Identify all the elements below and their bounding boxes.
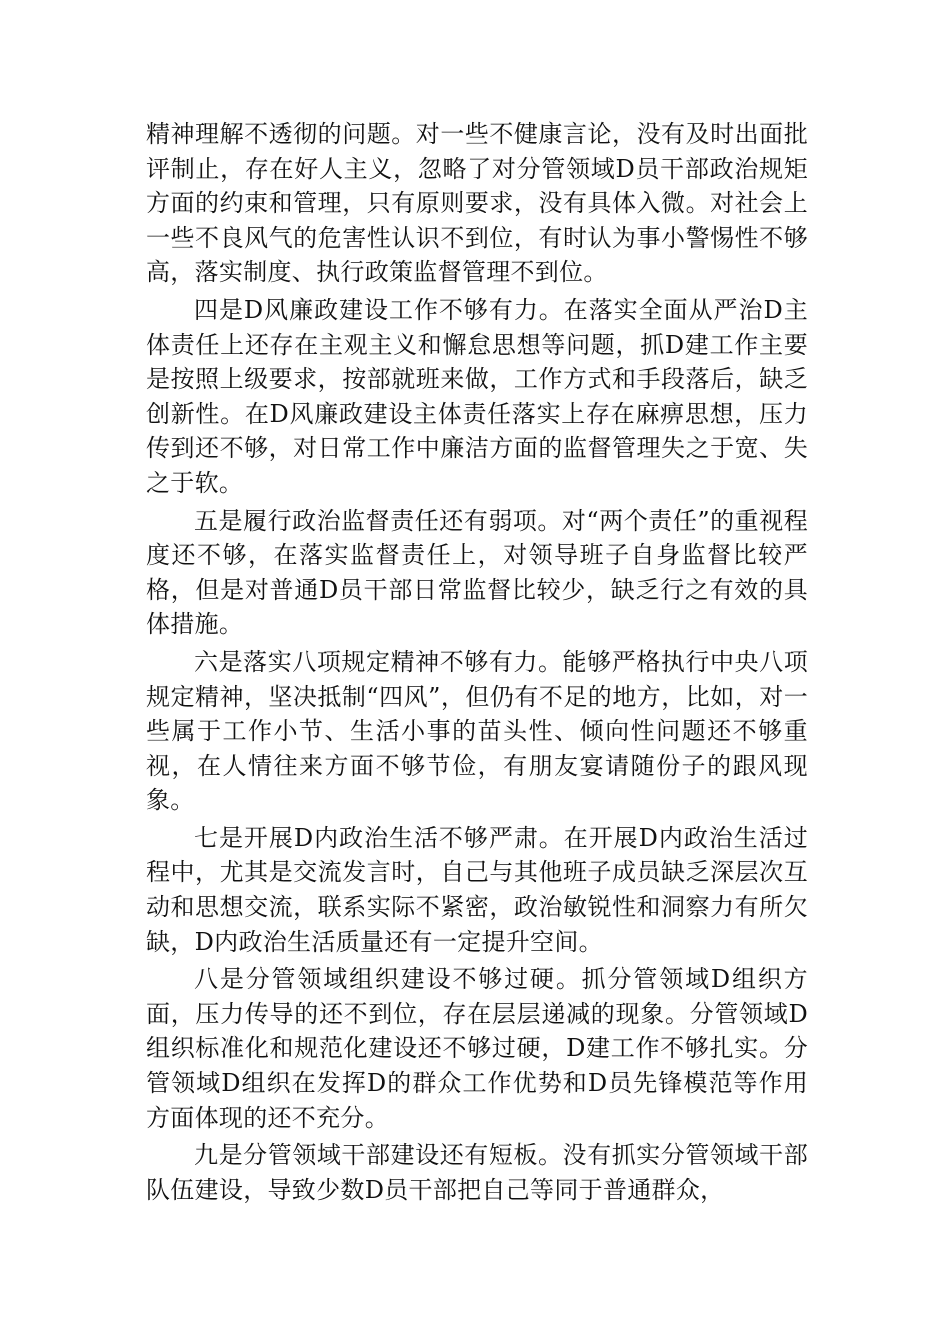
paragraph-2: 四是D风廉政建设工作不够有力。在落实全面从严治D主体责任上还存在主观主义和懈怠思想等问题，抓D建工作主要是按照上级要求，按部就班来做，工作方式和手段落后，缺乏创新性。在D风廉政建设主体责任落实上存在麻痹思想，压力传到还不够，对日常工作中廉洁方面的监督管理失之于宽、失之于软。: [146, 295, 808, 497]
paragraph-4: 六是落实八项规定精神不够有力。能够严格执行中央八项规定精神，坚决抵制“四风”，但仍有不足的地方，比如，对一些属于工作小节、生活小事的苗头性、倾向性问题还不够重视，在人情往来方面不够节俭，有朋友宴请随份子的跟风现象。: [146, 647, 808, 815]
paragraph-1: 精神理解不透彻的问题。对一些不健康言论，没有及时出面批评制止，存在好人主义，忽略了对分管领域D员干部政治规矩方面的约束和管理，只有原则要求，没有具体入微。对社会上一些不良风气的危害性认识不到位，有时认为事小警惕性不够高，落实制度、执行政策监督管理不到位。: [146, 120, 808, 287]
paragraph-5: 七是开展D内政治生活不够严肃。在开展D内政治生活过程中，尤其是交流发言时，自己与其他班子成员缺乏深层次互动和思想交流，联系实际不紧密，政治敏锐性和洞察力有所欠缺，D内政治生活质量还有一定提升空间。: [146, 823, 808, 956]
paragraph-7: 九是分管领域干部建设还有短板。没有抓实分管领域干部队伍建设，导致少数D员干部把自己等同于普通群众，: [146, 1141, 808, 1204]
document-body: [146, 117, 808, 1210]
paragraph-3: 五是履行政治监督责任还有弱项。对“两个责任”的重视程度还不够，在落实监督责任上，对领导班子自身监督比较严格，但是对普通D员干部日常监督比较少，缺乏行之有效的具体措施。: [146, 506, 808, 639]
paragraph-6: 八是分管领域组织建设不够过硬。抓分管领域D组织方面，压力传导的还不到位，存在层层递减的现象。分管领域D组织标准化和规范化建设还不够过硬，D建工作不够扎实。分管领域D组织在发挥D的群众工作优势和D员先锋模范等作用方面体现的还不充分。: [146, 965, 808, 1132]
